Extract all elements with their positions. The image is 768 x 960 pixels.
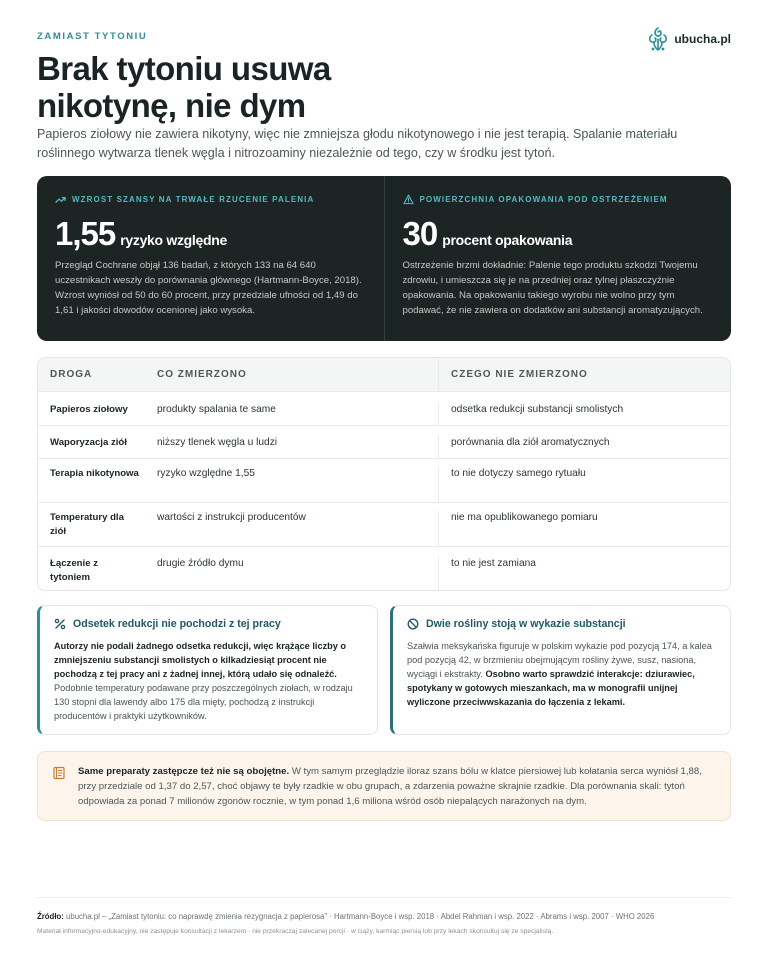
stat-label-text: WZROST SZANSY NA TRWAŁE RZUCENIE PALENIA [72,195,315,204]
note-box [37,751,731,821]
stat-unit: procent opakowania [442,232,573,248]
callout-title-text: Odsetek redukcji nie pochodzi z tej pracy [73,618,281,630]
cell-measured: ryzyko względne 1,55 [157,468,255,479]
cell-not-measured: odsetka redukcji substancji smolistych [438,403,730,425]
note-bold-text: Same preparaty zastępcze też nie są obojętne. [78,766,290,777]
cell-measured: niższy tlenek węgla u ludzi [157,437,278,448]
callout-text: Podobnie temperatury podawane przy poszczególnych ziołach, w rodzaju 130 stopni dla lawendy albo 175 dla mięty, pochodzą z instrukcji producentów i praktyki użytkowników. [54,683,353,721]
comparison-table [37,357,731,591]
trend-up-icon [55,194,66,205]
cell-not-measured: nie ma opublikowanego pomiaru [438,511,730,546]
section-kicker: ZAMIAST TYTONIU [37,31,148,42]
cell-route: Łączenie z tytoniem [50,558,98,583]
stat-figure [403,215,714,253]
source-line [37,912,731,921]
stat-label [403,194,714,205]
cell-measured: produkty spalania te same [157,404,276,415]
cell-not-measured: porównania dla ziół aromatycznych [438,436,730,458]
stat-description: Ostrzeżenie brzmi dokładnie: Palenie tego produktu szkodzi Twojemu zdrowiu, i umieszcza się je na przedniej oraz tylnej płaszczyźnie opakowania. Na opakowaniu takiego wyrobu nie wolno przy tym podawać, że nie zawiera on dodatków ani substancji aromatyzujących. [402,260,703,316]
cell-measured: wartości z instrukcji producentów [157,512,306,523]
footer-divider [37,897,731,898]
stat-description: Przegląd Cochrane objął 136 badań, z których 133 na 64 640 uczestnikach weszły do porównania głównego (Hartmann-Boyce, 2018). Wzrost wyniósł od 50 do 60 procent, przy przedziale ufności od 1,49 do 1,61 i jakości dowodów ocenionej jako wysoka. [55,260,362,316]
brand[interactable] [647,26,731,52]
cell-not-measured: to nie dotyczy samego rytuału [438,467,730,502]
cell-route: Terapia nikotynowa [50,468,139,479]
cell-route: Waporyzacja ziół [50,437,127,448]
warning-icon [403,194,414,205]
table-row [38,546,730,590]
source-text: ubucha.pl – „Zamiast tytoniu: co naprawdę zmienia rezygnacja z papierosa" · Hartmann-Boyce i wsp. 2018 · Abdel Rahman i wsp. 2022 · Abrams i wsp. 2007 · WHO 2026 [63,912,655,921]
note-body-text: W tym samym przeglądzie iloraz szans bólu w klatce piersiowej lub kołatania serca wyniósł 1,88, przy przedziale od 1,37 do 2,57, choć objawy te były rzadkie w obu grupach, a zdarzenia poważne skrajnie rzadkie. Dla porównania skali: tytoń odpowiada za ponad 7 milionów zgonów rocznie, w tym ponad 1,6 miliona wśród osób niepalących narażonych na dym. [78,766,702,807]
book-icon [52,766,66,780]
disclaimer: Materiał informacyjno-edukacyjny, nie zastępuje konsultacji z lekarzem · nie przekraczaj zalecanej porcji · w ciąży, karmiąc piersią lub przy lekach skonsultuj się ze specjalistą. [37,928,554,935]
cell-not-measured: to nie jest zamiana [438,557,730,590]
column-header-route: DROGA [50,369,93,380]
cell-measured: drugie źródło dymu [157,558,244,569]
stat-unit: ryzyko względne [120,232,227,248]
callout-substances [390,605,731,735]
page-title-line-1: Brak tytoniu usuwa [37,50,331,87]
callout-body [407,639,718,709]
callout-bold-text: Osobno warto sprawdzić interakcje: dziurawiec, spotykany w gotowych mieszankach, ma w monografii unijnej wyliczone przeciwwskazania do łączenia z lekami. [407,669,695,707]
callout-title [54,618,365,630]
cell-route: Papieros ziołowy [50,404,128,415]
percent-icon [54,618,66,630]
brand-name: ubucha.pl [674,32,731,46]
column-header-not-measured: CZEGO NIE ZMIERZONO [438,358,730,391]
source-label: Źródło: [37,912,64,921]
stat-number: 30 [402,215,438,252]
page-title [37,50,397,124]
stat-label-text: POWIERZCHNIA OPAKOWANIA POD OSTRZEŻENIEM [419,195,668,204]
table-row [38,425,730,458]
stat-warning-area [384,176,732,341]
cell-route: Temperatury dla ziół [50,512,124,537]
callout-body [54,639,365,723]
callout-title [407,618,718,630]
page [37,0,731,960]
stat-figure [55,215,366,253]
column-header-measured: CO ZMIERZONO [157,369,247,380]
page-title-line-2: nikotynę, nie dym [37,87,306,124]
stat-label [55,194,366,205]
callout-bold-text: Autorzy nie podali żadnego odsetka redukcji, więc krążące liczby o zmniejszeniu substancji smolistych o kilkadziesiąt procent nie pochodzą z tej pracy ani z żadnej innej, którą udało się odnaleźć. [54,641,347,679]
callout-title-text: Dwie rośliny stoją w wykazie substancji [426,618,626,630]
ban-icon [407,618,419,630]
table-row [38,502,730,546]
stats-panel [37,176,731,341]
callout-reduction [37,605,378,735]
brand-logo-icon [647,26,669,52]
table-row [38,458,730,502]
lead-paragraph: Papieros ziołowy nie zawiera nikotyny, więc nie zmniejsza głodu nikotynowego i nie jest terapią. Spalanie materiału roślinnego wytwarza tlenek węgla i nitrozoaminy niezależnie od tego, czy w środku jest tytoń. [37,127,678,160]
stat-number: 1,55 [55,215,116,252]
table-header-row [38,358,730,391]
callout-text: Szałwia meksykańska figuruje w polskim wykazie pod pozycją 174, a kalea pod pozycją 42, w brzmieniu obejmującym rośliny żywe, susz, nasiona, wyciągi i ekstrakty. [407,641,712,679]
table-row [38,391,730,425]
note-text [78,764,712,809]
stat-quit-chance [37,176,384,341]
